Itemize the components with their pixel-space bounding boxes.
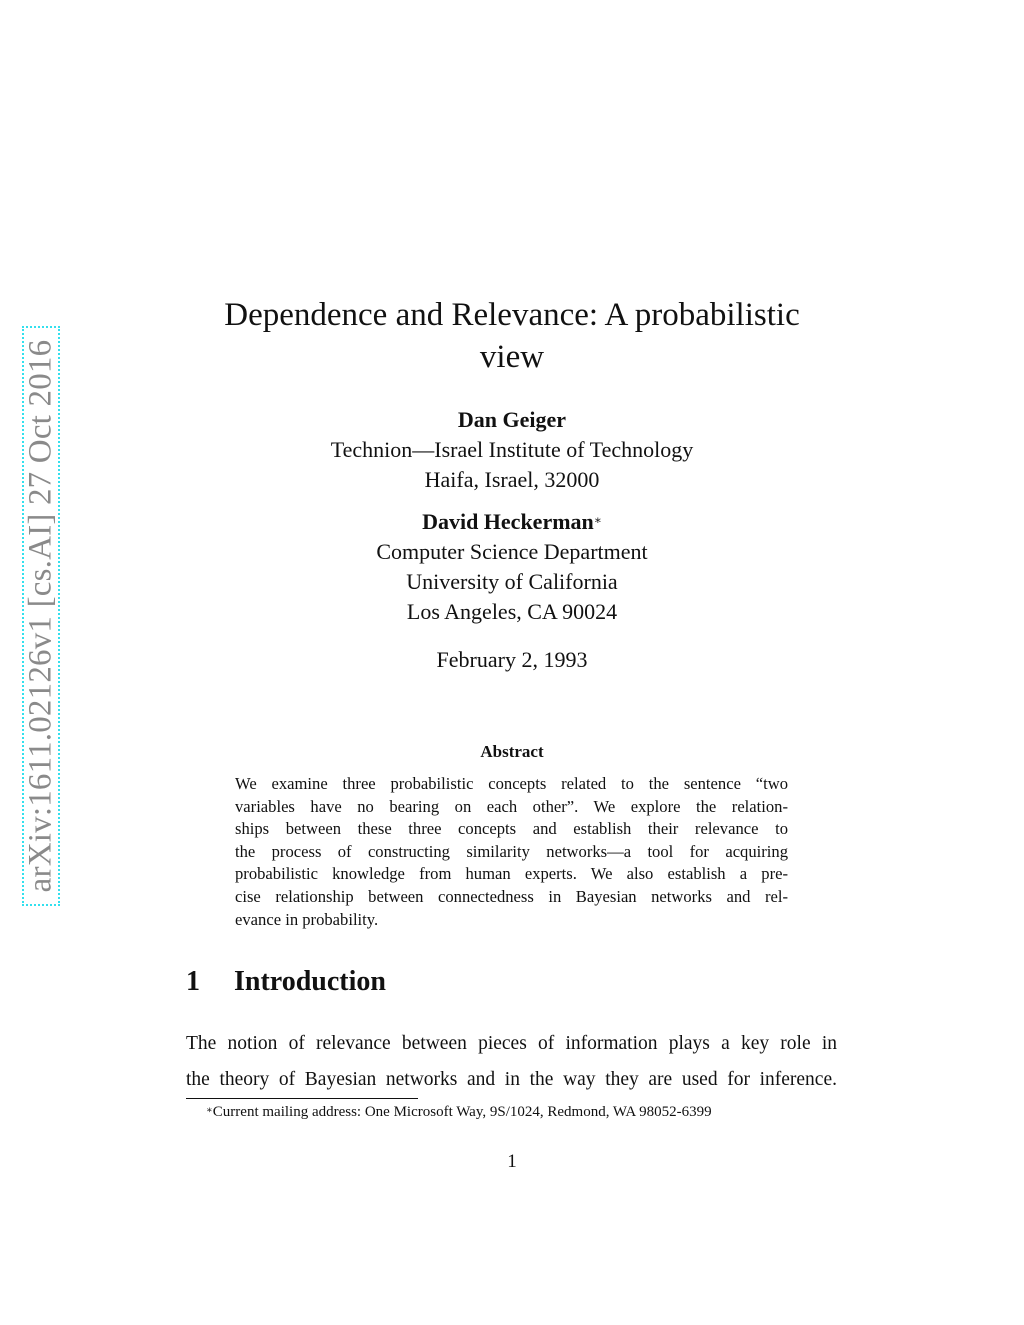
abstract-line: the process of constructing similarity networks—a tool for acquiring bbox=[235, 841, 788, 861]
author-affiliation-line: Los Angeles, CA 90024 bbox=[406, 599, 618, 624]
section-title: Introduction bbox=[234, 966, 386, 997]
arxiv-identifier: arXiv:1611.02126v1 [cs.AI] 27 Oct 2016 bbox=[22, 339, 59, 893]
author-name: Dan Geiger bbox=[457, 407, 567, 432]
author-affiliation-line: University of California bbox=[406, 569, 618, 594]
title-line-2: view bbox=[479, 339, 545, 375]
abstract-line: cise relationship between connectedness in Bayesian networks and rel- bbox=[235, 886, 788, 906]
title-line-1: Dependence and Relevance: A probabilistic bbox=[224, 297, 800, 333]
author-block-1 bbox=[212, 405, 812, 495]
footnote-mark: ∗ bbox=[593, 513, 602, 527]
footnote-rule bbox=[186, 1098, 418, 1099]
body-line: the theory of Bayesian networks and in the way they are used for inference. bbox=[186, 1069, 837, 1090]
introduction-body bbox=[186, 1026, 837, 1098]
section-heading bbox=[186, 964, 386, 1000]
abstract-line: probabilistic knowledge from human experts. We also establish a pre- bbox=[235, 864, 788, 884]
abstract-body bbox=[235, 773, 788, 931]
author-block-2 bbox=[212, 507, 812, 627]
abstract-line: evance in probability. bbox=[235, 909, 379, 929]
abstract-line: We examine three probabilistic concepts related to the sentence “two bbox=[235, 774, 788, 793]
footnote bbox=[206, 1102, 712, 1122]
section-number: 1 bbox=[186, 966, 200, 997]
page-number: 1 bbox=[507, 1151, 517, 1172]
abstract-heading: Abstract bbox=[480, 742, 544, 761]
abstract-line: ships between these three concepts and establish their relevance to bbox=[235, 819, 788, 839]
author-name: David Heckerman bbox=[422, 509, 594, 534]
author-affiliation-line: Haifa, Israel, 32000 bbox=[424, 467, 600, 492]
footnote-mark: ∗ bbox=[206, 1105, 213, 1116]
paper-title bbox=[150, 294, 874, 378]
body-line: The notion of relevance between pieces of information plays a key role in bbox=[186, 1033, 837, 1054]
author-name-with-mark bbox=[212, 507, 812, 537]
abstract-line: variables have no bearing on each other”. We explore the relation- bbox=[235, 796, 788, 816]
footnote-text: Current mailing address: One Microsoft Way, 9S/1024, Redmond, WA 98052-6399 bbox=[212, 1104, 712, 1120]
author-affiliation-line: Technion—Israel Institute of Technology bbox=[330, 437, 694, 462]
author-affiliation-line: Computer Science Department bbox=[376, 539, 648, 564]
paper-date: February 2, 1993 bbox=[436, 647, 588, 672]
